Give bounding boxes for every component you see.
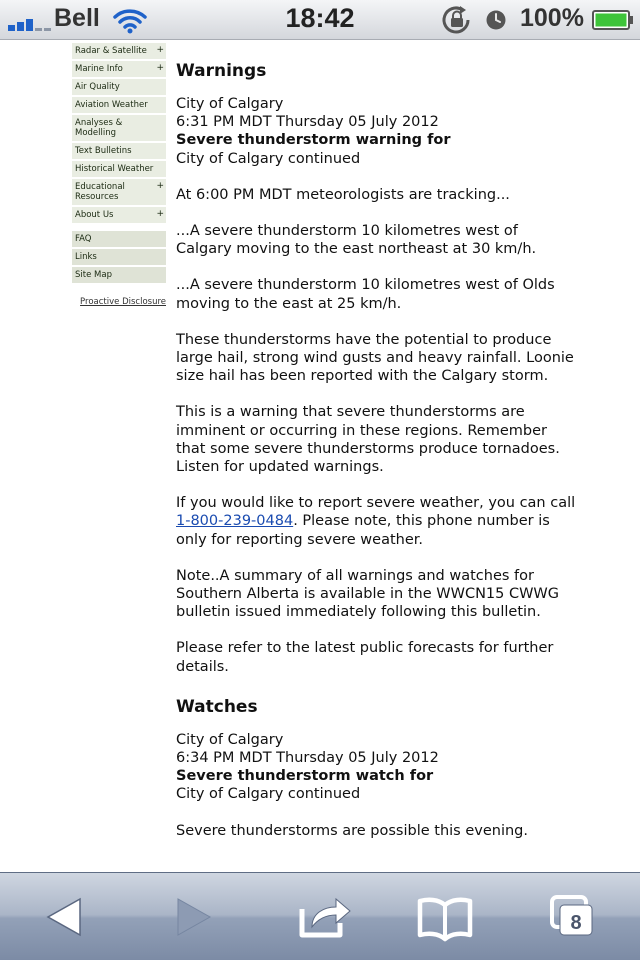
proactive-disclosure-link[interactable]: Proactive Disclosure: [80, 297, 166, 307]
nav-item-marine-info[interactable]: [72, 61, 166, 77]
phone-link[interactable]: 1-800-239-0484: [176, 513, 294, 530]
nav-item-historical-weather[interactable]: [72, 161, 166, 177]
battery-percentage: 100%: [520, 4, 584, 32]
nav-item-label: Radar & Satellite: [75, 46, 147, 56]
nav-item-label: Analyses & Modelling: [75, 118, 123, 138]
warning-paragraph: These thunderstorms have the potential to produce large hail, strong wind gusts and heavy rainfall. Loonie size hail has been reported with the Calgary storm.: [176, 331, 574, 385]
tabs-icon: [540, 891, 610, 943]
status-bar: [0, 0, 640, 40]
expand-icon[interactable]: +: [156, 181, 164, 191]
expand-icon[interactable]: +: [156, 63, 164, 73]
nav-item-label: About Us: [75, 210, 114, 220]
status-time: 18:42: [285, 3, 355, 33]
nav-item-educational-resources[interactable]: [72, 179, 166, 205]
nav-item-label: Historical Weather: [75, 164, 154, 174]
warning-title: Severe thunderstorm warning for: [176, 132, 451, 149]
nav-item-analyses-modelling[interactable]: [72, 115, 166, 141]
bookmarks-icon: [410, 891, 480, 943]
nav-item-label: Site Map: [75, 270, 112, 280]
forward-button: [158, 891, 228, 943]
watch-header: [176, 731, 576, 804]
expand-icon[interactable]: +: [156, 209, 164, 219]
nav-item-aviation-weather[interactable]: [72, 97, 166, 113]
warning-header: [176, 95, 576, 168]
nav-item-label: FAQ: [75, 234, 92, 244]
warning-paragraph: Note..A summary of all warnings and watches for Southern Alberta is available in the WWCN15 CWWG bulletin issued immediately following this bulletin.: [176, 567, 560, 621]
report-text: If you would like to report severe weather, you can call: [176, 495, 576, 512]
watch-issued-time: 6:34 PM MDT Thursday 05 July 2012: [176, 750, 439, 767]
nav-item-label: Air Quality: [75, 82, 120, 92]
back-button[interactable]: [30, 891, 100, 943]
nav-item-faq[interactable]: [72, 231, 166, 247]
tab-count: 8: [570, 912, 582, 934]
expand-icon[interactable]: +: [156, 45, 164, 55]
nav-item-radar-satellite[interactable]: [72, 43, 166, 59]
watch-paragraph: Severe thunderstorms are possible this evening.: [176, 822, 528, 839]
carrier-name: Bell: [54, 4, 100, 32]
nav-item-label: Text Bulletins: [75, 146, 132, 156]
warning-paragraph: At 6:00 PM MDT meteorologists are tracking...: [176, 186, 510, 203]
warning-paragraph: ...A severe thunderstorm 10 kilometres west of Calgary moving to the east northeast at 30 km/h.: [176, 223, 537, 258]
nav-item-label: Educational Resources: [75, 182, 125, 202]
watch-title: Severe thunderstorm watch for: [176, 768, 434, 785]
left-navigation: [72, 43, 166, 307]
share-button[interactable]: [290, 891, 360, 943]
watch-region: City of Calgary continued: [176, 786, 361, 803]
warning-location: City of Calgary: [176, 96, 284, 112]
report-text: . Please note, this phone number is only for reporting severe weather.: [176, 513, 550, 548]
back-arrow-icon: [30, 891, 100, 943]
warning-paragraph: ...A severe thunderstorm 10 kilometres west of Olds moving to the east at 25 km/h.: [176, 277, 555, 312]
warning-paragraph: This is a warning that severe thunderstorms are imminent or occurring in these regions. Remember that some severe thunderstorms produce tornadoes. Listen for updated warnings.: [176, 404, 560, 476]
nav-item-site-map[interactable]: [72, 267, 166, 283]
share-icon: [290, 891, 360, 943]
warnings-heading: Warnings: [176, 61, 267, 81]
nav-item-label: Aviation Weather: [75, 100, 148, 110]
battery-icon: [592, 10, 634, 30]
nav-item-about-us[interactable]: [72, 207, 166, 223]
bulletin-content: [176, 60, 576, 858]
alarm-icon: [485, 9, 507, 31]
nav-item-text-bulletins[interactable]: [72, 143, 166, 159]
tabs-button[interactable]: [540, 891, 610, 943]
rotation-lock-icon: [440, 5, 474, 35]
warning-paragraph: Please refer to the latest public forecasts for further details.: [176, 640, 554, 675]
report-paragraph: [176, 494, 576, 549]
nav-item-air-quality[interactable]: [72, 79, 166, 95]
watches-heading: Watches: [176, 696, 258, 717]
watch-location: City of Calgary: [176, 731, 284, 748]
warning-issued-time: 6:31 PM MDT Thursday 05 July 2012: [176, 114, 439, 131]
forward-arrow-icon: [158, 891, 228, 943]
nav-item-links[interactable]: [72, 249, 166, 265]
browser-toolbar: [0, 872, 640, 960]
bookmarks-button[interactable]: [410, 891, 480, 943]
nav-item-label: Marine Info: [75, 64, 123, 74]
warning-region: City of Calgary continued: [176, 150, 361, 167]
nav-item-label: Links: [75, 252, 97, 262]
